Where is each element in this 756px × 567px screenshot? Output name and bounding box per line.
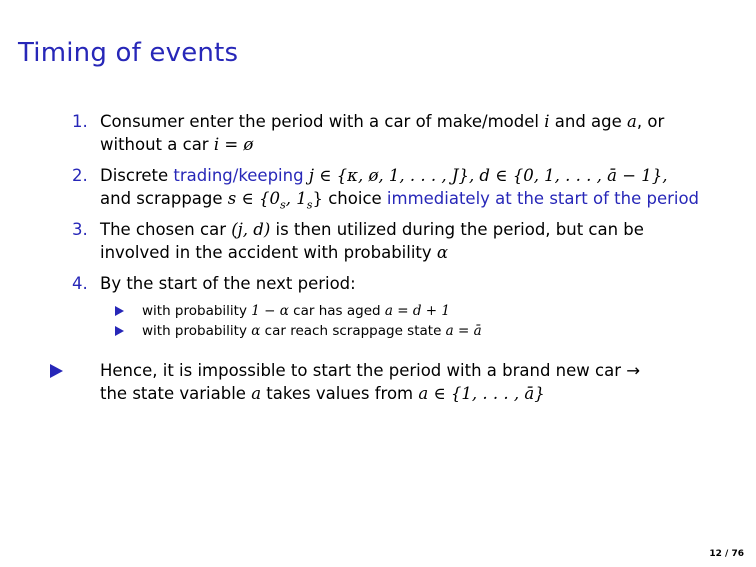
sub-list xyxy=(100,301,712,341)
page-number: 12 / 76 xyxy=(709,549,744,559)
item-text: and age xyxy=(549,112,628,131)
bullet-text: takes values from xyxy=(261,384,419,403)
math-expression: a ∈ {1, . . . , ā} xyxy=(418,384,545,403)
list-item-3 xyxy=(72,218,712,264)
math-alpha: α xyxy=(436,243,449,262)
triangle-bullet-icon xyxy=(115,326,124,336)
hyperlink-trading-keeping[interactable]: trading/keeping xyxy=(173,166,304,185)
math-brace: } xyxy=(312,189,323,208)
sub-item-text: car reach scrappage state xyxy=(260,323,446,339)
item-number: 2. xyxy=(72,166,88,185)
sub-list-item xyxy=(100,321,712,341)
math-var-a: a xyxy=(251,384,262,403)
conclusion-bullet xyxy=(72,359,712,405)
sub-list-item xyxy=(100,301,712,321)
math-expression: a = ā xyxy=(445,323,482,339)
math-expression: a = d + 1 xyxy=(384,303,450,319)
sub-item-text: with probability xyxy=(142,323,252,339)
math-expression: 1 − α xyxy=(251,303,289,319)
math-var-a: a xyxy=(627,112,637,131)
math-expression: (j, d) xyxy=(231,220,271,239)
item-text: is then utilized during the period, but can be involved in the accident with probability xyxy=(100,220,644,262)
list-item-2 xyxy=(72,164,712,210)
bullet-text: Hence, it is impossible to start the period with a brand new car → xyxy=(100,361,641,380)
item-number: 4. xyxy=(72,274,88,293)
item-text: Discrete xyxy=(100,166,174,185)
item-number: 1. xyxy=(72,112,88,131)
math-scrappage: s ∈ {0 xyxy=(227,189,280,208)
triangle-bullet-icon xyxy=(115,306,124,316)
item-text: and scrappage xyxy=(100,189,228,208)
math-subscript: s xyxy=(306,198,313,212)
item-text: The chosen car xyxy=(100,220,232,239)
list-item-4 xyxy=(72,272,712,341)
bullet-text: the state variable xyxy=(100,384,252,403)
math-alpha: α xyxy=(251,323,261,339)
math-choice-set: j ∈ {κ, ø, 1, . . . , J}, d ∈ {0, 1, . . . , ā − 1}, xyxy=(308,166,668,185)
math-expression: i = ø xyxy=(213,135,254,154)
math-subscript: s xyxy=(279,198,286,212)
item-text: By the start of the next period: xyxy=(100,274,356,293)
triangle-bullet-icon xyxy=(50,364,63,378)
sub-item-text: car has aged xyxy=(288,303,385,319)
item-text: choice xyxy=(322,189,387,208)
item-text: , or without a car xyxy=(100,112,665,154)
slide-content xyxy=(72,110,712,405)
math-var-i: i xyxy=(544,112,550,131)
math-scrappage: , 1 xyxy=(285,189,307,208)
list-item-1 xyxy=(72,110,712,156)
item-number: 3. xyxy=(72,220,88,239)
slide-title: Timing of events xyxy=(18,38,239,68)
sub-item-text: with probability xyxy=(142,303,252,319)
hyperlink-start-of-period[interactable]: immediately at the start of the period xyxy=(386,189,700,208)
item-text: Consumer enter the period with a car of make/model xyxy=(100,112,545,131)
